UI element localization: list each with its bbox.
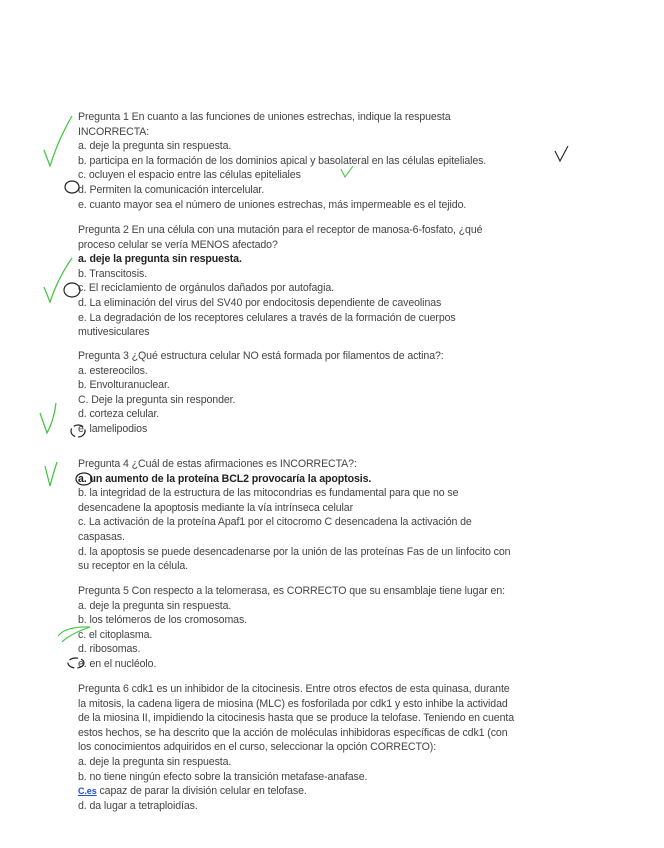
- question-6-line-4: estos hechos, se ha descrito que la acción de moléculas inhibidoras específicas de cdk1 (con: [78, 726, 508, 739]
- q2-option-e[interactable]: e. La degradación de los receptores celulares a través de la formación de cuerpos: [78, 311, 456, 324]
- q5-option-c[interactable]: c. el citoplasma.: [78, 628, 153, 641]
- check-mark-icon: [40, 403, 56, 433]
- selection-circle-icon: [65, 181, 79, 193]
- q3-option-e[interactable]: e. lamelipodios: [78, 422, 148, 435]
- q4-option-d[interactable]: d. la apoptosis se puede desencadenarse por la unión de las proteínas Fas de un linfocito con: [78, 545, 511, 558]
- q3-option-d[interactable]: d. corteza celular.: [78, 408, 160, 421]
- question-6-line-2: la mitosis, la cadena ligera de miosina (MLC) es fosforilada por cdk1 y esto inhibe la actividad: [78, 697, 508, 710]
- q2-option-e-cont: mutivesiculares: [78, 326, 150, 339]
- question-4: [78, 457, 598, 574]
- q2-option-c[interactable]: c. El reciclamiento de orgánulos dañados por autofagia.: [78, 282, 334, 295]
- q1-option-a[interactable]: a. deje la pregunta sin respuesta.: [78, 140, 232, 153]
- q4-option-c-cont: caspasas.: [78, 530, 125, 543]
- q4-option-a[interactable]: a. un aumento de la proteína BCL2 provocaría la apoptosis.: [78, 472, 372, 485]
- question-5: [78, 584, 598, 672]
- q5-option-d[interactable]: d. ribosomas.: [78, 643, 141, 656]
- q1-option-d[interactable]: d. Permiten la comunicación intercelular.: [78, 183, 265, 196]
- question-1-title: Pregunta 1 En cuanto a las funciones de uniones estrechas, indique la respuesta: [78, 111, 451, 123]
- question-6-line-1: Pregunta 6 cdk1 es un inhibidor de la citocinesis. Entre otros efectos de esta quinasa, durante: [78, 683, 510, 695]
- question-2-title: Pregunta 2 En una célula con una mutación para el receptor de manosa-6-fosfato, ¿qué: [78, 224, 483, 236]
- check-mark-icon: [44, 258, 72, 302]
- q2-option-d[interactable]: d. La eliminación del virus del SV40 por endocitosis dependiente de caveolinas: [78, 296, 442, 309]
- q3-option-c[interactable]: C. Deje la pregunta sin responder.: [78, 393, 236, 406]
- q2-option-a[interactable]: a. deje la pregunta sin respuesta.: [78, 253, 242, 266]
- q6-option-b[interactable]: b. no tiene ningún efecto sobre la transición metafase-anafase.: [78, 770, 368, 783]
- check-mark-icon: [45, 462, 57, 486]
- question-6-line-5: los conocimientos adquiridos en el curso, seleccionar la opción CORRECTO):: [78, 741, 437, 754]
- question-2-title-cont: proceso celular se vería MENOS afectado?: [78, 238, 278, 251]
- question-2: [78, 223, 598, 340]
- question-3: [78, 349, 598, 437]
- question-3-title: Pregunta 3 ¿Qué estructura celular NO está formada por filamentos de actina?:: [78, 350, 444, 362]
- q6-option-a[interactable]: a. deje la pregunta sin respuesta.: [78, 755, 232, 768]
- question-4-title: Pregunta 4 ¿Cuál de estas afirmaciones es INCORRECTA?:: [78, 458, 357, 470]
- q3-option-b[interactable]: b. Envolturanuclear.: [78, 379, 170, 392]
- q6-option-c-text: capaz de parar la división celular en telofase.: [99, 785, 307, 798]
- q1-option-e[interactable]: e. cuanto mayor sea el número de uniones estrechas, más impermeable es el tejido.: [78, 198, 467, 211]
- question-1: [78, 110, 598, 212]
- question-5-title: Pregunta 5 Con respecto a la telomerasa, es CORRECTO que su ensamblaje tiene lugar en:: [78, 585, 505, 597]
- q5-option-e[interactable]: e. en el nucléolo.: [78, 657, 157, 670]
- q6-option-c-prefix: C.es: [78, 786, 97, 797]
- question-6: [78, 682, 598, 813]
- q4-option-c[interactable]: c. La activación de la proteína Apaf1 por el citocromo C desencadena la activación de: [78, 516, 472, 529]
- q1-option-b[interactable]: b. participa en la formación de los dominios apical y basolateral en las células epiteliales.: [78, 154, 487, 167]
- question-1-title-cont: INCORRECTA:: [78, 125, 150, 138]
- q4-option-d-cont: su receptor en la célula.: [78, 560, 188, 573]
- q5-option-a[interactable]: a. deje la pregunta sin respuesta.: [78, 599, 232, 612]
- q6-option-d[interactable]: d. da lugar a tetraploidías.: [78, 799, 198, 812]
- q1-option-c[interactable]: c. ocluyen el espacio entre las células epiteliales: [78, 169, 301, 182]
- q4-option-b-cont: desencadene la apoptosis mediante la vía intrínseca celular: [78, 501, 354, 514]
- q4-option-b[interactable]: b. la integridad de la estructura de las mitocondrias es fundamental para que no se: [78, 487, 459, 500]
- q3-option-a[interactable]: a. estereocilos.: [78, 364, 148, 377]
- q6-option-c[interactable]: [78, 784, 598, 799]
- q5-option-b[interactable]: b. los telómeros de los cromosomas.: [78, 614, 248, 627]
- question-6-line-3: de la miosina II, impidiendo la citocinesis hasta que se produce la telofase. Teniendo en cuenta: [78, 712, 515, 725]
- q2-option-b[interactable]: b. Transcitosis.: [78, 267, 148, 280]
- check-mark-icon: [44, 116, 72, 166]
